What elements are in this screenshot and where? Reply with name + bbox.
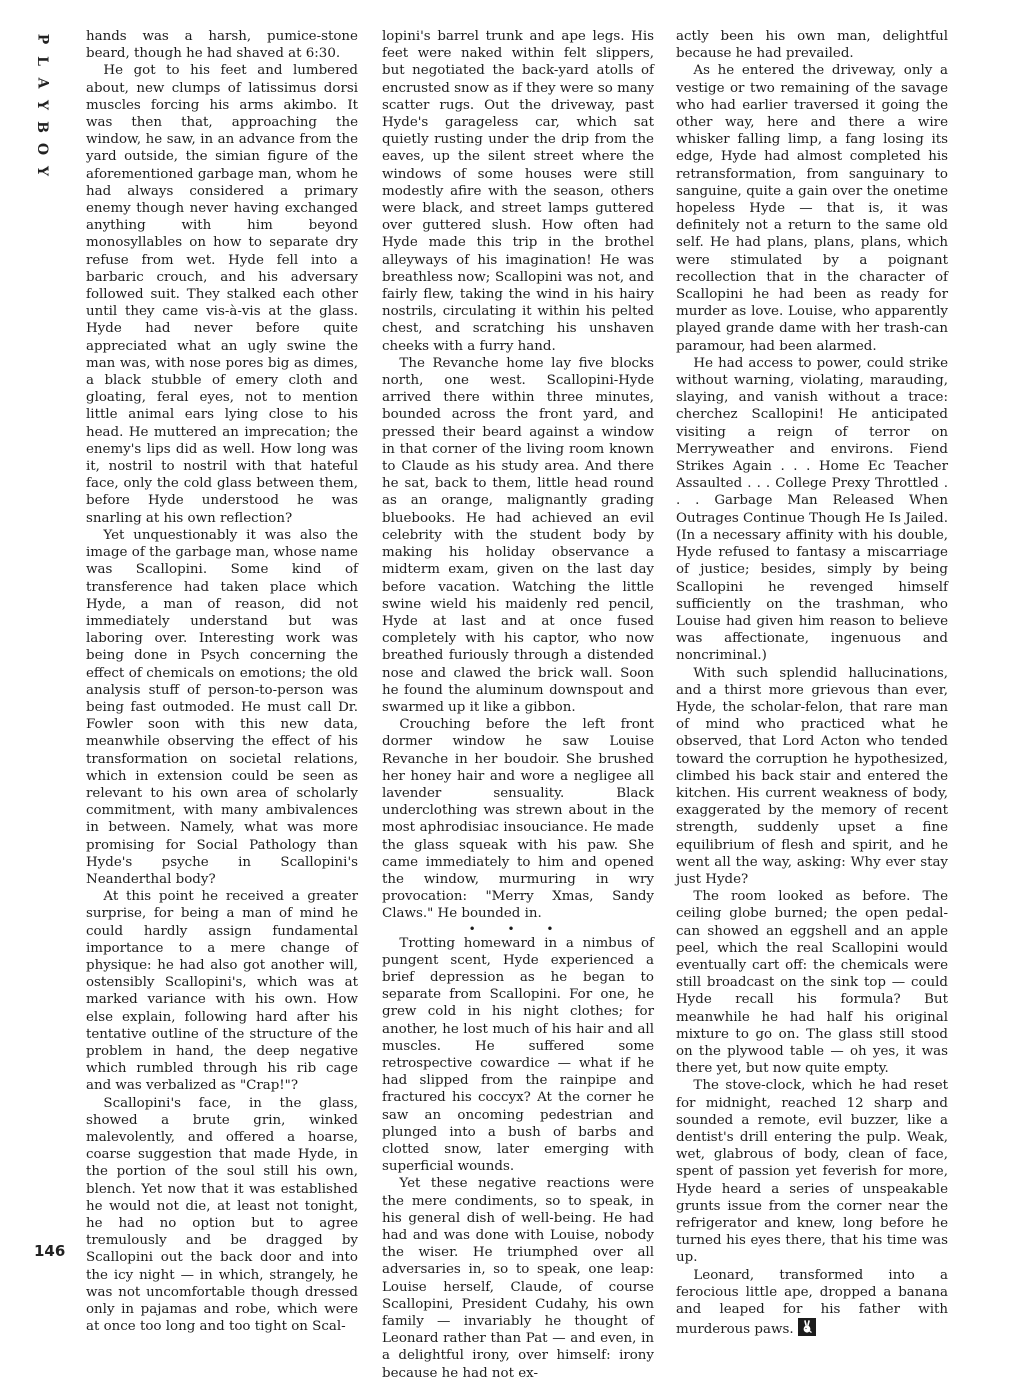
article-column-1 [86, 28, 358, 1335]
paragraph-text: Leonard, transformed into a ferocious little ape, dropped a banana and leaped for his father with murderous paws. [676, 1267, 948, 1338]
paragraph: actly been his own man, delightful because he had prevailed. [676, 29, 948, 62]
paragraph: The stove-clock, which he had reset for midnight, reached 12 sharp and sounded a remote, evil buzzer, like a dentist's drill entering the pulp. Weak, wet, glabrous of body, clean of face, spent of passion yet feverish for more, Hyde heard a series of unspeakable grunts issue from the corner near the refrigerator and knew, long before he turned his eyes there, that his time was up. [676, 1078, 948, 1266]
paragraph: With such splendid hallucinations, and a thirst more grievous than ever, Hyde, the scholar-felon, that rare man of mind who practiced what he observed, that Lord Acton who tended toward the corruption he hypothesized, climbed his back stair and entered the kitchen. His current weakness of body, exaggerated by the memory of recent strength, suddenly upset a fine equilibrium of flesh and spirit, and he went all the way, asking: Why ever stay just Hyde? [676, 665, 948, 887]
last-paragraph [676, 1267, 948, 1339]
paragraph: He had access to power, could strike without warning, violating, marauding, slaying, and vanish without a trace: cherchez Scallopini! He anticipated visiting a reign of terror on Merryweather and environs. Fiend Strikes Again . . . Home Ec Teacher Assaulted . . . College Prexy Throttled . . . Garbage Man Released When Outrages Continue Though He Is Jailed. (In a necessary affinity with his double, Hyde refused to fantasy a miscarriage of justice; besides, simply by being Scallopini he revenged himself sufficiently on the trashman, who Louise had given him reason to believe was affectionate, ingenuous and noncriminal.) [676, 355, 948, 664]
masthead-letter: B [34, 121, 50, 133]
masthead-letter: P [34, 33, 50, 45]
paragraph: Crouching before the left front dormer window he saw Louise Revanche in her boudoir. She brushed her honey hair and wore a negligee all lavender sensuality. Black underclothing was strewn about in the most aphrodisiac insouciance. He made the glass squeak with his paw. She came immediately to him and opened the window, murmuring in wry provocation: "Merry Xmas, Sandy Claws." He bounded in. [382, 717, 654, 922]
magazine-masthead [30, 28, 54, 182]
paragraph: Yet unquestionably it was also the image of the garbage man, whose name was Scallopini. Some kind of transference had taken place which Hyde, a man of reason, did not immediately understand but was laboring over. Interesting work was being done in Psych concerning the effect of chemicals on emotions; the old analysis stuff of person-to-person was being fast outmoded. He must call Dr. Fowler soon with this new data, meanwhile observing the effect of his transformation on societal relations, which in extension could be seen as relevant to his own area of scholarly commitment, with many ambivalences in between. Namely, what was more promising for Social Pathology than Hyde's psyche in Scallopini's Neanderthal body? [86, 527, 358, 887]
masthead-letter: O [33, 142, 50, 156]
paragraph: Trotting homeward in a nimbus of pungent scent, Hyde experienced a brief depression as he began to separate from Scallopini. For one, he grew cold in his night clothes; for another, he lost much of his hair and all muscles. He suffered some retrospective cowardice — what if he had slipped from the rainpipe and fractured his coccyx? At the corner he saw an oncoming pedestrian and plunged into a bush of barbs and clotted snow, later emerging with superficial wounds. [382, 935, 654, 1175]
article-column-3 [676, 28, 948, 1338]
masthead-letter: Y [34, 100, 50, 110]
page-number: 146 [34, 1242, 66, 1260]
masthead-letter: Y [34, 166, 50, 176]
paragraph: He got to his feet and lumbered about, new clumps of latissimus dorsi muscles forcing his arms akimbo. It was then that, approaching the window, he saw, in an advance from the yard outside, the simian figure of the aforementioned garbage man, whom he had always considered a primary enemy though never having exchanged anything with him beyond monosyllables on how to separate dry refuse from wet. Hyde fell into a barbaric crouch, and his adversary followed suit. They stalked each other until they came vis-à-vis at the glass. Hyde had never before quite appreciated what an ugly swine the man was, with nose pores big as dimes, a black stubble of emery cloth and gloating, feral eyes, not to mention little animal ears lying close to his head. He muttered an imprecation; the enemy's lips did as well. How long was it, nostril to nostril with that hateful face, only the cold glass between them, before Hyde understood he was snarling at his own reflection? [86, 63, 358, 526]
masthead-letter: L [34, 56, 50, 66]
article-column-2 [382, 28, 654, 1382]
paragraph: Scallopini's face, in the glass, showed a brute grin, winked malevolently, and offered a hoarse, coarse suggestion that made Hyde, in the portion of the soul still his own, blench. Yet now that it was established he would not die, at least not tonight, he had no option but to agree tremulously and be dragged by Scallopini out the back door and into the icy night — in which, strangely, he was not uncomfortable though dressed only in pajamas and robe, which were at once too long and too tight on Scal- [86, 1095, 358, 1335]
paragraph: At this point he received a greater surprise, for being a man of mind he could hardly assign fundamental importance to a mere change of physique: he had also got another will, ostensibly Scallopini's, which was at marked variance with his own. How else explain, following hard after his tentative outline of the structure of the problem in hand, the deep negative which rumbled through his rib cage and was verbalized as "Crap!"? [86, 889, 358, 1094]
masthead-letter: A [34, 77, 50, 89]
section-break: • • • [468, 921, 568, 936]
paragraph: hands was a harsh, pumice-stone beard, though he had shaved at 6:30. [86, 29, 358, 62]
paragraph: As he entered the driveway, only a vestige or two remaining of the savage who had earlier traversed it going the other way, here and there a wire whisker falling limp, a fang losing its edge, Hyde had almost completed his retransformation, from sanguinary to sanguine, quite a gain over the onetime hopeless Hyde — that is, it was definitely not a return to the same old self. He had plans, plans, plans, which were stimulated by a poignant recollection that in the character of Scallopini he had been as ready for murder as love. Louise, who apparently played grande dame with her trash-can paramour, had been alarmed. [676, 63, 948, 354]
paragraph: The Revanche home lay five blocks north, one west. Scallopini-Hyde arrived there within three minutes, bounded across the front yard, and pressed their beard against a window in that corner of the living room known to Claude as his study area. And there he sat, back to them, little head round as an orange, malignantly grading bluebooks. He had achieved an evil celebrity with the student body by making his holiday observance a midterm exam, given on the last day before vacation. Watching the little swine wield his maidenly red pencil, Hyde at last and at once fused completely with his captor, who now breathed furiously through a distended nose and clawed the brick wall. Soon he found the aluminum downspout and swarmed up it like a gibbon. [382, 355, 654, 715]
playboy-bunny-icon [798, 1318, 816, 1336]
paragraph: Yet these negative reactions were the mere condiments, so to speak, in his general dish of well-being. He had had and was done with Louise, nobody the wiser. He triumphed over all adversaries in, so to speak, one leap: Louise herself, Claude, of course Scallopini, President Cudahy, his own family — invariably he thought of Leonard rather than Pat — and even, in a delightful irony, over himself: irony because he had not ex- [382, 1176, 654, 1381]
paragraph: The room looked as before. The ceiling globe burned; the open pedal-can showed an eggshell and an apple peel, which the real Scallopini would eventually cart off: the chemicals were still broadcast on the sink top — could Hyde recall his formula? But meanwhile he had half his original mixture to go on. The glass still stood on the plywood table — oh yes, it was there yet, but now quite empty. [676, 889, 948, 1077]
paragraph: lopini's barrel trunk and ape legs. His feet were naked within felt slippers, but negotiated the back-yard atolls of encrusted snow as if they were so many scatter rugs. Out the driveway, past Hyde's garageless car, which sat quietly rusting under the drip from the eaves, up the silent street where the windows of some houses were still modestly afire with the season, others were black, and street lamps guttered over guttered slush. How often had Hyde made this trip in the brothel alleyways of his imagination! He was breathless now; Scallopini was not, and fairly flew, taking the wind in his hairy nostrils, circulating it within his pelted chest, and scratching his unshaven cheeks with a furry hand. [382, 29, 654, 354]
